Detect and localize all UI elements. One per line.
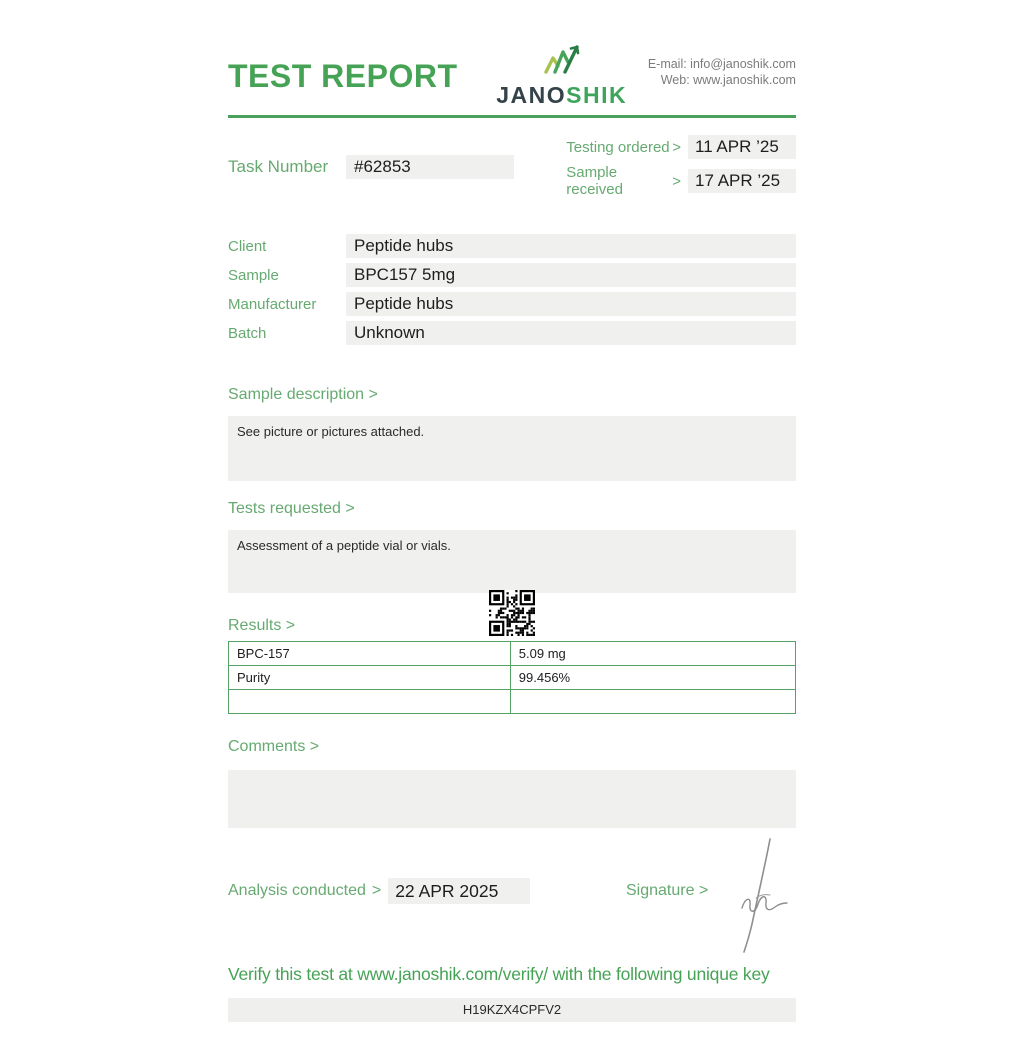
tests-requested-text: Assessment of a peptide vial or vials. bbox=[237, 538, 451, 553]
results-heading: Results > bbox=[228, 617, 296, 634]
analysis-conducted-label: Analysis conducted bbox=[228, 882, 366, 899]
contact-email: E-mail: info@janoshik.com bbox=[647, 57, 796, 71]
contact-info bbox=[648, 56, 796, 88]
manufacturer-value: Peptide hubs bbox=[346, 292, 796, 316]
manufacturer-label: Manufacturer bbox=[228, 295, 317, 313]
sample-value: BPC157 5mg bbox=[346, 263, 796, 287]
batch-label: Batch bbox=[228, 324, 267, 342]
qr-code bbox=[489, 590, 535, 636]
signature-label: Signature > bbox=[626, 882, 709, 899]
contact-web: Web: www.janoshik.com bbox=[660, 73, 796, 87]
sample-label: Sample bbox=[228, 266, 279, 284]
logo-word-dark: JANO bbox=[496, 82, 567, 108]
batch-value: Unknown bbox=[346, 321, 796, 345]
footer-row bbox=[228, 878, 796, 904]
result-value-cell bbox=[510, 690, 795, 714]
tests-requested-heading: Tests requested > bbox=[228, 500, 355, 517]
client-row bbox=[228, 234, 796, 258]
testing-ordered-label: Testing ordered bbox=[566, 138, 670, 156]
signature-field bbox=[626, 878, 796, 904]
result-name-cell bbox=[229, 690, 511, 714]
sample-info-fields bbox=[228, 234, 796, 345]
result-name-cell: Purity bbox=[229, 666, 511, 690]
result-value-cell: 99.456% bbox=[510, 666, 795, 690]
sample-description-text: See picture or pictures attached. bbox=[237, 424, 425, 439]
janoshik-logo bbox=[496, 40, 627, 109]
testing-ordered-value: 11 APR ’25 bbox=[688, 135, 796, 159]
signature-image bbox=[712, 834, 802, 961]
chart-growth-icon bbox=[538, 40, 586, 81]
logo-word-green: SHIK bbox=[566, 82, 628, 108]
chevron-right-icon: > bbox=[672, 172, 681, 190]
logo-wordmark bbox=[496, 82, 627, 109]
sample-received-row bbox=[566, 164, 796, 198]
chevron-right-icon: > bbox=[371, 882, 382, 899]
verify-instruction: Verify this test at www.janoshik.com/verify/ with the following unique key bbox=[228, 964, 770, 984]
task-number-value: #62853 bbox=[346, 155, 514, 179]
result-name-cell: BPC-157 bbox=[229, 642, 511, 666]
header-divider bbox=[228, 115, 796, 118]
testing-ordered-row bbox=[566, 135, 796, 159]
task-number-label: Task Number bbox=[228, 156, 329, 176]
sample-description-heading: Sample description > bbox=[228, 386, 378, 403]
table-row bbox=[229, 690, 796, 714]
sample-description-box bbox=[228, 416, 796, 481]
analysis-conducted-field bbox=[228, 878, 530, 904]
result-value-cell: 5.09 mg bbox=[510, 642, 795, 666]
tests-requested-box bbox=[228, 530, 796, 593]
sample-received-value: 17 APR ’25 bbox=[688, 169, 796, 193]
sample-received-label: Sample received bbox=[566, 164, 623, 198]
client-value: Peptide hubs bbox=[346, 234, 796, 258]
results-table bbox=[228, 641, 796, 714]
batch-row bbox=[228, 321, 796, 345]
manufacturer-row bbox=[228, 292, 796, 316]
date-fields bbox=[566, 135, 796, 198]
test-report-document bbox=[228, 40, 796, 1022]
page-title: TEST REPORT bbox=[228, 58, 458, 94]
results-header bbox=[228, 593, 796, 639]
client-label: Client bbox=[228, 237, 267, 255]
report-header bbox=[228, 40, 796, 108]
table-row bbox=[229, 642, 796, 666]
task-number-field bbox=[228, 135, 514, 198]
sample-row bbox=[228, 263, 796, 287]
unique-key-value: H19KZX4CPFV2 bbox=[228, 998, 796, 1022]
chevron-right-icon: > bbox=[672, 138, 681, 156]
comments-box bbox=[228, 770, 796, 828]
task-and-dates bbox=[228, 135, 796, 198]
table-row bbox=[229, 666, 796, 690]
comments-heading: Comments > bbox=[228, 738, 320, 755]
analysis-conducted-value: 22 APR 2025 bbox=[388, 878, 530, 904]
